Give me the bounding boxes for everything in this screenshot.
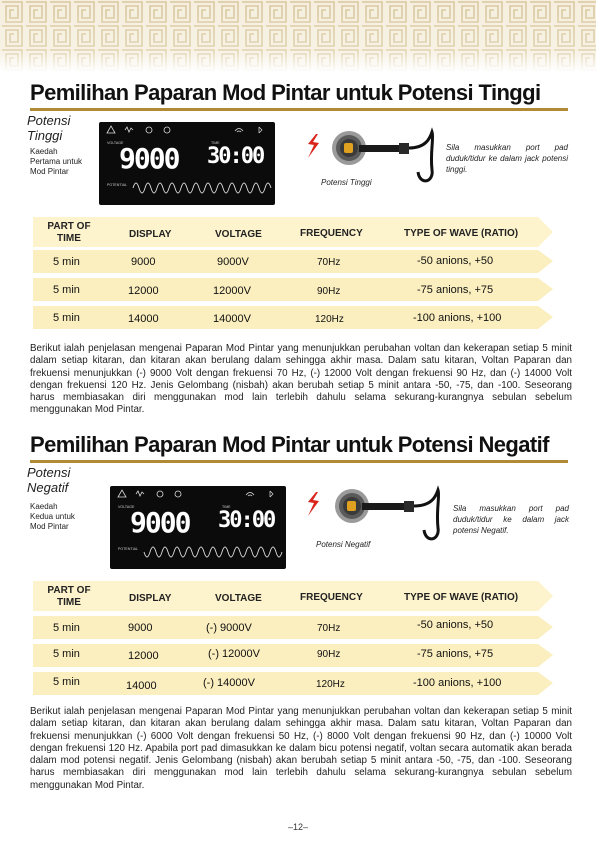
plug-illustration — [304, 126, 444, 199]
page-number: –12– — [287, 822, 309, 832]
mode-label — [27, 465, 70, 495]
svg-text:TIME: TIME — [222, 505, 231, 509]
plug-caption: Potensi Tinggi — [321, 178, 372, 187]
table-cell: 5 min — [53, 256, 80, 268]
decorative-pattern-header — [0, 0, 596, 72]
table-cell: 90Hz — [317, 649, 341, 660]
section-title-negative-potential: Pemilihan Paparan Mod Pintar untuk Potensi Negatif — [30, 432, 549, 457]
mode-sub-line: Kedua untuk — [30, 512, 75, 521]
instruction-text: Sila masukkan port pad duduk/tidur ke dalam jack potensi tinggi. — [446, 143, 568, 174]
smart-mode-table-negative — [33, 581, 553, 697]
header-voltage: VOLTAGE — [215, 593, 262, 604]
table-cell: 9000V — [217, 256, 249, 268]
mode-sub-line: Mod Pintar — [30, 522, 69, 531]
explanation-paragraph: Berikut ialah penjelasan mengenai Paparan Mod Pintar yang menunjukkan perubahan voltan dan kekerapan setiap 5 minit dalam setiap kitaran, dan kitaran akan berulang dalam sehingga akhir masa. Dalam satu kitaran, Voltan Paparan dan frekuensi menunjukkan (-) 6000 Volt dengan frekuensi 50 Hz, (-) 8000 Volt dengan frekuensi 90 Hz, dan (-) 10000 Volt dengan frekuensi 120 Hz. Apabila port pad dimasukkan ke dalam bicu potensi negatif, voltan secara automatik akan berada dalam mod potensi negatif. Jenis Gelombang (nisbah) akan berubah setiap 5 minit antara -50, -75, dan -100. Seseorang harus membiasakan diri menggunakan mod lain terlebih dahulu selama sekurang-kurangnya sebulan sebelum menggunakan Mod Pintar. — [30, 706, 572, 791]
mode-label-line: Potensi — [27, 465, 71, 480]
table-cell: -100 anions, +100 — [413, 312, 502, 324]
table-cell: 12000V — [213, 285, 251, 297]
header-part-of-time: PART OF TIME — [47, 221, 91, 244]
svg-text:POTENTIAL: POTENTIAL — [107, 183, 127, 187]
mode-sub-line: Pertama untuk — [30, 157, 83, 166]
table-cell: 9000 — [128, 622, 153, 634]
table-cell: 5 min — [53, 648, 80, 660]
mode-label-line: Tinggi — [27, 128, 63, 143]
table-cell: -100 anions, +100 — [413, 677, 502, 689]
table-cell: -75 anions, +75 — [417, 284, 494, 296]
svg-text:VOLTAGE: VOLTAGE — [118, 505, 135, 509]
table-cell: 12000 — [128, 650, 159, 662]
svg-text:TIME: TIME — [211, 141, 220, 145]
table-cell: (-) 12000V — [208, 648, 260, 660]
header-frequency: FREQUENCY — [300, 228, 363, 239]
device-display — [99, 122, 275, 205]
display-voltage-readout: 9000 — [119, 142, 179, 175]
mode-label — [27, 113, 70, 143]
mode-sub-label — [30, 147, 82, 177]
header-type-of-wave: TYPE OF WAVE (RATIO) — [404, 228, 519, 239]
table-cell: 5 min — [53, 312, 80, 324]
mode-sub-line: Kaedah — [30, 147, 58, 156]
explanation-paragraph: Berikut ialah penjelasan mengenai Paparan Mod Pintar yang menunjukkan perubahan voltan dan kekerapan setiap 5 minit dalam setiap kitaran, dan kitaran akan berulang dalam sehingga akhir masa. Dalam satu kitaran, Voltan Paparan dan frekuensi menunjukkan (-) 9000 Volt dengan frekuensi 70 Hz, (-) 12000 Volt dengan frekuensi 90 Hz, dan (-) 14000 Volt dengan frekuensi 120 Hz. Jenis Gelombang (nisbah) akan berubah setiap 5 minit antara -50, -75, dan -100. Seseorang harus membiasakan diri menggunakan mod lain terlebih dahulu selama sekurang-kurangnya sebulan sebelum menggunakan Mod Pintar. — [30, 343, 572, 416]
table-cell: 9000 — [131, 256, 156, 268]
instruction-text: Sila masukkan port pad duduk/tidur ke dalam jack potensi Negatif. — [453, 504, 569, 535]
header-voltage: VOLTAGE — [215, 229, 262, 240]
table-cell: 120Hz — [315, 314, 344, 325]
table-cell: 70Hz — [317, 257, 341, 268]
mode-sub-line: Mod Pintar — [30, 167, 69, 176]
table-cell: (-) 9000V — [206, 622, 252, 634]
display-time-readout: 30:00 — [207, 144, 264, 169]
header-display: DISPLAY — [129, 593, 172, 604]
smart-mode-table-high — [33, 217, 553, 331]
mode-sub-label — [30, 502, 75, 532]
lightning-icon — [308, 492, 319, 516]
section-title-high-potential: Pemilihan Paparan Mod Pintar untuk Potensi Tinggi — [30, 80, 541, 105]
header-type-of-wave: TYPE OF WAVE (RATIO) — [404, 592, 519, 603]
header-part-of-time: PART OF TIME — [47, 585, 91, 608]
gold-divider — [30, 108, 568, 111]
table-cell: 70Hz — [317, 623, 341, 634]
mode-label-line: Negatif — [27, 480, 69, 495]
lightning-icon — [308, 134, 319, 158]
gold-divider — [30, 460, 568, 463]
table-cell: 5 min — [53, 622, 80, 634]
table-cell: 14000 — [126, 680, 157, 692]
table-cell: 12000 — [128, 285, 159, 297]
table-cell: 120Hz — [316, 679, 345, 690]
display-voltage-readout: 9000 — [130, 506, 190, 539]
mode-sub-line: Kaedah — [30, 502, 58, 511]
svg-text:VOLTAGE: VOLTAGE — [107, 141, 124, 145]
plug-caption: Potensi Negatif — [316, 540, 371, 549]
table-cell: -75 anions, +75 — [417, 648, 494, 660]
header-frequency: FREQUENCY — [300, 592, 363, 603]
svg-text:POTENTIAL: POTENTIAL — [118, 547, 138, 551]
table-cell: 5 min — [53, 284, 80, 296]
display-time-readout: 30:00 — [218, 508, 275, 533]
table-cell: 14000 — [128, 313, 159, 325]
table-cell: -50 anions, +50 — [417, 255, 494, 267]
table-cell: 90Hz — [317, 286, 341, 297]
table-cell: -50 anions, +50 — [417, 619, 494, 631]
table-cell: 5 min — [53, 676, 80, 688]
header-display: DISPLAY — [129, 229, 172, 240]
device-display — [110, 486, 286, 569]
table-cell: 14000V — [213, 313, 251, 325]
table-cell: (-) 14000V — [203, 677, 255, 689]
mode-label-line: Potensi — [27, 113, 71, 128]
